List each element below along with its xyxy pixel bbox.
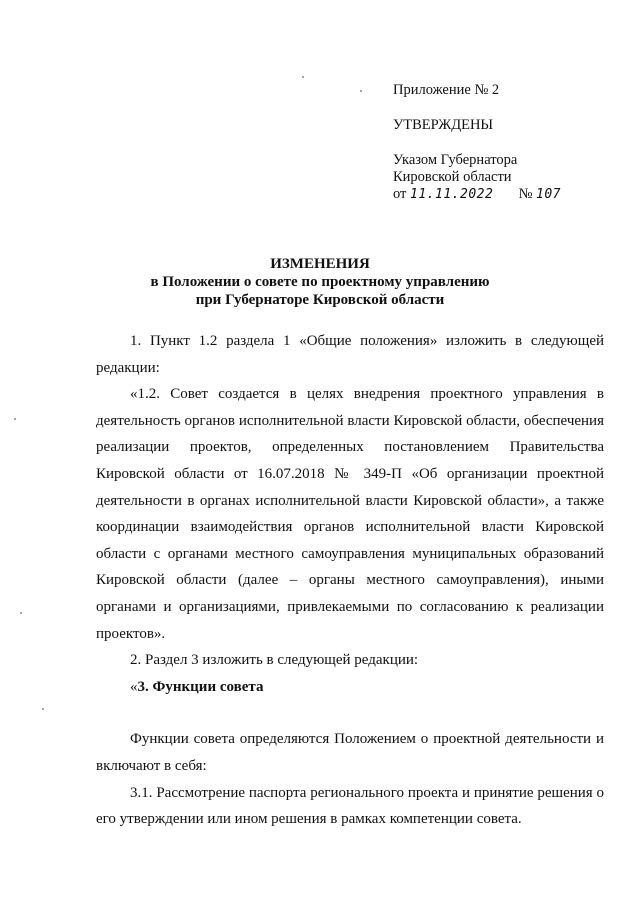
section-heading-text: 3. Функции совета (137, 678, 264, 695)
scan-speck (14, 418, 16, 420)
document-title: ИЗМЕНЕНИЯ (270, 256, 370, 272)
scan-speck (360, 90, 362, 92)
handwritten-number: 107 (536, 187, 562, 202)
section-heading-quote: « (130, 678, 138, 695)
paragraph-2: «1.2. Совет создается в целях внедрения проектного управления в деятельность органов исполнительной власти Кировской области, обеспечения реализации проектов, определенных постановлением Правительства Кировской области от 16.07.2018 № 349-П «Об организации проектной деятельности в органах исполнительной власти Кировской области», а также координации взаимодействия органов исполнительной власти Кировской области с органами местного самоуправления муниципальных образований Кировской области (далее – органы местного самоуправления), иными органами и организациями, привлекаемыми по согласованию к реализации проектов». (96, 386, 604, 642)
approved-label: УТВЕРЖДЕНЫ (393, 117, 494, 133)
document-subtitle-line-1: в Положении о совете по проектному управлению (150, 274, 490, 290)
handwritten-date: 11.11.2022 (410, 187, 494, 202)
paragraph-3: 2. Раздел 3 изложить в следующей редакции: (130, 652, 419, 669)
appendix-label: Приложение № 2 (393, 82, 500, 98)
scan-speck (302, 76, 304, 78)
document-subtitle-line-2: при Губернаторе Кировской области (195, 292, 445, 308)
number-prefix: № (518, 186, 533, 202)
paragraph-5: Функции совета определяются Положением о проектной деятельности и включают в себя: (96, 731, 604, 774)
scan-speck (20, 612, 22, 614)
decree-line-1: Указом Губернатора (393, 152, 518, 168)
paragraph-6: 3.1. Рассмотрение паспорта регионального проекта и принятие решения о его утверждении или ином решения в рамках компетенции совета. (96, 784, 604, 828)
decree-date-number (393, 186, 633, 203)
document-body (96, 328, 604, 833)
approval-stamp (393, 82, 633, 203)
blank-line (96, 700, 604, 726)
date-prefix: от (393, 186, 407, 202)
scan-speck (42, 708, 44, 710)
decree-line-2: Кировской области (393, 169, 512, 185)
section-heading (96, 674, 604, 701)
paragraph-1: 1. Пункт 1.2 раздела 1 «Общие положения» изложить в следующей редакции: (96, 333, 604, 376)
